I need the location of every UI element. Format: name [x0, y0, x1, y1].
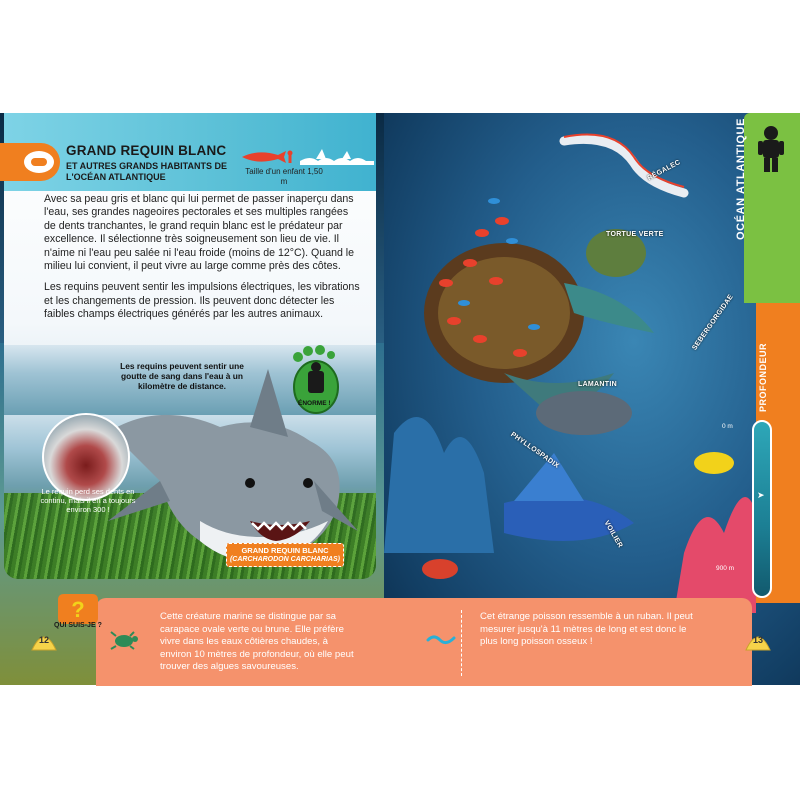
quiz-question-1: Cette créature marine se distingue par sa carapace ovale verte ou brune. Elle préfère vivre dans les eaux côtières chaudes, à environ 10 mètres de profondeur, où elle peut trouver des algues savoureuses. [160, 611, 354, 673]
quiz-label: QUI SUIS-JE ? [54, 622, 102, 629]
quiz-divider [461, 610, 462, 676]
body-text [44, 193, 362, 330]
species-tag [226, 543, 344, 567]
oarfish-icon [426, 632, 456, 648]
depth-fish-marker-icon: ➤ [757, 490, 765, 500]
badge-label: ÉNORME ! [298, 400, 331, 407]
depth-bottom-label: 900 m [716, 565, 735, 572]
paragraph: Avec sa peau gris et blanc qui lui permet de passer inaperçu dans l'eau, ses grandes nageoires pectorales et ses multiples rangées de dents tranchantes, le grand requin blanc est le prédateur par excellence. Il sélectionne très soigneusement son lieu de vie. Il n'aime ni l'eau peu salée ni l'eau froide (moins de 12°C). Quand le milieu lui convient, il peut vivre au large comme près des côtes. [44, 193, 355, 273]
callout-lamantin: LAMANTIN [578, 381, 617, 388]
callout-voilier: VOILIER [602, 519, 624, 550]
size-comparison-icon [238, 145, 378, 169]
callout-phyllospadix: PHYLLOSPADIX [509, 431, 561, 470]
page-number-left [30, 630, 58, 654]
teeth-caption: Le requin perd ses dents en continu, mais il en a toujours environ 300 ! [40, 487, 136, 514]
page-subtitle: ET AUTRES GRANDS HABITANTS DE L'OCÉAN ATLANTIQUE [66, 161, 228, 182]
callout-sebergorgidae: SEBERGORGIDAE [691, 293, 735, 352]
page-number-right [744, 630, 772, 654]
quiz-question-2: Cet étrange poisson ressemble à un ruban. Il peut mesurer jusqu'à 11 mètres de long et est donc le plus long poisson osseux ! [480, 611, 693, 648]
turtle-icon [108, 630, 140, 650]
depth-top-label: 0 m [722, 423, 733, 430]
svg-text:?: ? [71, 597, 85, 622]
callout-tortue-verte: TORTUE VERTE [606, 231, 664, 238]
ocean-illustration [384, 113, 756, 613]
species-latin-name: (CARCHARODON CARCHARIAS) [229, 556, 341, 563]
sidebar-depth-title: PROFONDEUR [758, 342, 768, 412]
diver-suit-icon [756, 125, 786, 173]
depth-gauge [752, 420, 772, 598]
blood-fact-note: Les requins peuvent sentir une goutte de sang dans l'eau à un kilomètre de distance. [120, 361, 244, 391]
section-badge-mark [31, 158, 47, 166]
size-caption: Taille d'un enfant 1,50 m [245, 167, 323, 186]
paragraph: Les requins peuvent sentir les impulsions électriques, les vibrations et les changements de pression. Ils peuvent donc détecter les faibles champs électriques générés par les autres animaux. [44, 281, 360, 321]
page-number-left-label: 12 [38, 635, 49, 645]
question-mark-icon [56, 592, 100, 626]
page-title: GRAND REQUIN BLANC [66, 143, 227, 158]
callout-regalec: RÉGALEC [646, 158, 682, 183]
species-name: GRAND REQUIN BLANC [241, 546, 329, 555]
page-number-right-label: 13 [752, 635, 763, 645]
sidebar-ocean-title: OCÉAN ATLANTIQUE [735, 117, 747, 240]
